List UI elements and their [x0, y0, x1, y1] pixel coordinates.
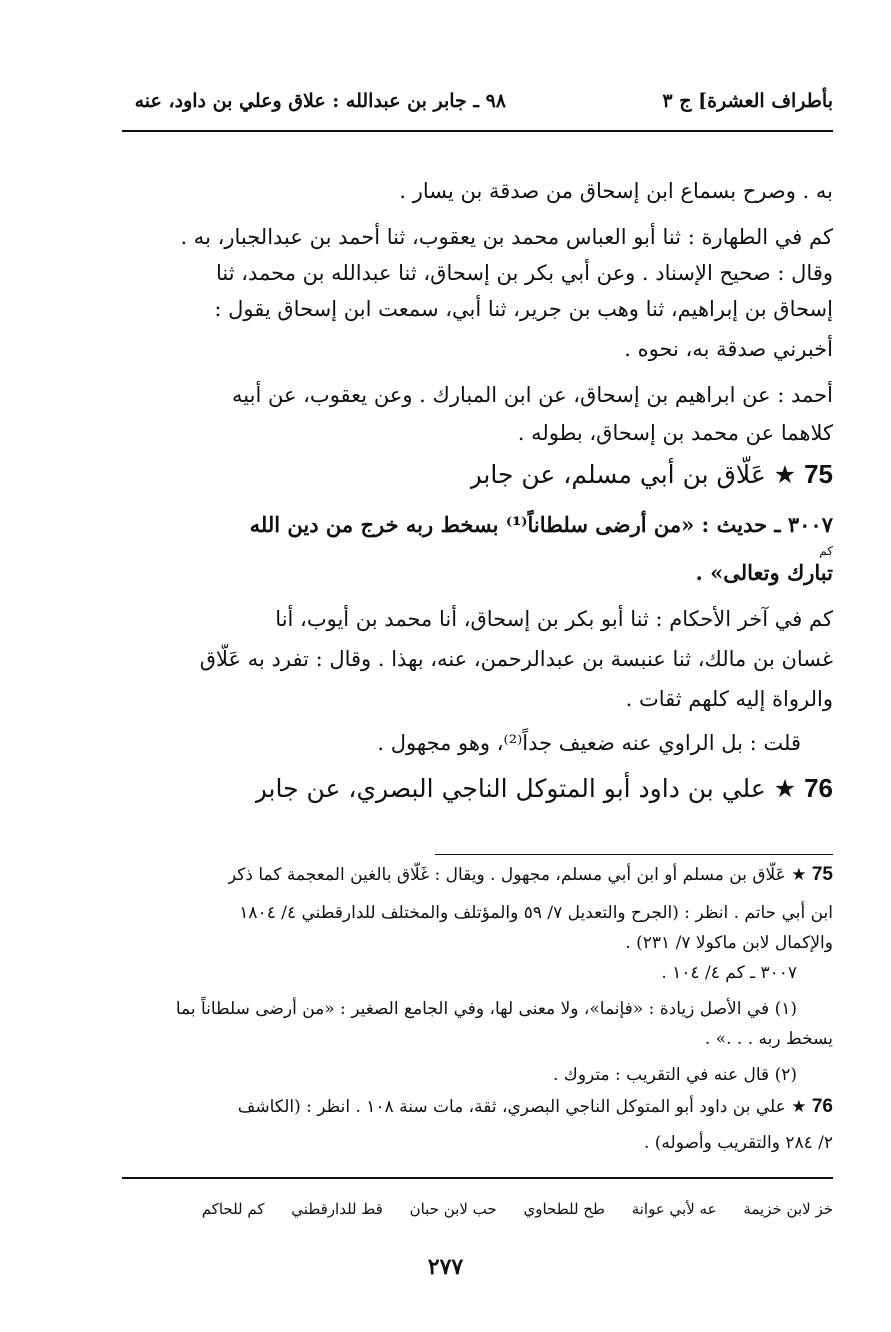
hadith-line: تبارك وتعالى» . — [695, 560, 833, 585]
hadith-line: ٣٠٠٧ ـ حديث : «من أرضى سلطاناً⁽¹⁾ بسخط ربه خرج من دين الله — [249, 512, 833, 537]
footnote-number: 75 — [811, 864, 833, 885]
footnote-text: عَلّاق بن مسلم أو ابن أبي مسلم، مجهول . ويقال : غَلّاق بالغين المعجمة كما ذكر — [227, 865, 786, 885]
abbr-item: خز لابن خزيمة — [743, 1200, 833, 1218]
abbr-item: كم للحاكم — [201, 1200, 265, 1218]
body-line: أحمد : عن ابراهيم بن إسحاق، عن ابن المبارك . وعن يعقوب، عن أبيه — [232, 383, 833, 407]
body-line: كلاهما عن محمد بن إسحاق، بطوله . — [517, 421, 833, 445]
abbreviation-legend — [180, 1196, 833, 1222]
body-line: والرواة إليه كلهم ثقات . — [625, 687, 833, 711]
footnote-line: يسخط ربه . . .» . — [704, 1029, 833, 1049]
star-icon: ★ — [791, 1097, 807, 1117]
star-icon: ★ — [773, 774, 797, 803]
abbr-item: طح للطحاوي — [523, 1200, 605, 1218]
abbr-item: عه لأبي عوانة — [631, 1200, 717, 1218]
body-line: غسان بن مالك، ثنا عنبسة بن عبدالرحمن، عنه، بهذا . وقال : تفرد به عَلّاق — [199, 647, 833, 671]
footnote-line: ٢/ ٢٨٤ والتقريب وأصوله) . — [643, 1133, 833, 1153]
source-siglum: كم — [819, 544, 833, 558]
footnote-line: ابن أبي حاتم . انظر : (الجرح والتعديل ٧/ ٥٩ والمؤتلف والمختلف للدارقطني ٤/ ١٨٠٤ — [239, 903, 833, 923]
body-line: وقال : صحيح الإسناد . وعن أبي بكر بن إسحاق، ثنا عبدالله بن محمد، ثنا — [215, 261, 833, 285]
footer-rule — [122, 1177, 833, 1179]
abbr-item: قط للدارقطني — [291, 1200, 383, 1218]
page-number: ٢٧٧ — [427, 1254, 464, 1280]
footnote-text: علي بن داود أبو المتوكل الناجي البصري، ثقة، مات سنة ١٠٨ . انظر : (الكاشف — [237, 1097, 786, 1117]
star-icon: ★ — [773, 460, 797, 489]
body-line: أخبرني صدقة به، نحوه . — [624, 337, 833, 361]
body-line: به . وصرح بسماع ابن إسحاق من صدقة بن يسار . — [399, 179, 833, 203]
abbr-item: حب لابن حبان — [409, 1200, 497, 1218]
footnote-line — [228, 862, 833, 888]
section-title: علي بن داود أبو المتوكل الناجي البصري، عن جابر — [254, 774, 766, 803]
footnote-line: ٣٠٠٧ ـ كم ٤/ ١٠٤ . — [661, 963, 797, 983]
header-rule — [122, 130, 833, 132]
footnote-rule — [435, 854, 833, 855]
section-title: عَلّاق بن أبي مسلم، عن جابر — [469, 460, 766, 489]
body-line: كم في الطهارة : ثنا أبو العباس محمد بن يعقوب، ثنا أحمد بن عبدالجبار، به . — [180, 225, 833, 249]
footnote-line: والإكمال لابن ماكولا ٧/ ٢٣١) . — [625, 933, 833, 953]
body-line: إسحاق بن إبراهيم، ثنا وهب بن جرير، ثنا أبي، سمعت ابن إسحاق يقول : — [214, 297, 833, 321]
footnote-line: (١) في الأصل زيادة : «فإنما»، ولا معنى لها، وفي الجامع الصغير : «من أرضى سلطاناً بما — [175, 999, 797, 1019]
running-header-chapter: ٩٨ ـ جابر بن عبدالله : علاق وعلي بن داود، عنه — [134, 90, 506, 112]
section-heading-76 — [255, 770, 833, 807]
body-line: قلت : بل الراوي عنه ضعيف جداً⁽²⁾، وهو مجهول . — [377, 731, 801, 755]
body-line: كم في آخر الأحكام : ثنا أبو بكر بن إسحاق، أنا محمد بن أيوب، أنا — [275, 607, 833, 631]
footnote-line: (٢) قال عنه في التقريب : متروك . — [553, 1065, 797, 1085]
footnote-line — [238, 1094, 833, 1120]
star-icon: ★ — [791, 865, 807, 885]
section-number: 76 — [804, 773, 833, 803]
footnote-number: 76 — [811, 1096, 833, 1117]
section-number: 75 — [804, 459, 833, 489]
running-header-book: بأطراف العشرة] ج ٣ — [662, 90, 833, 112]
section-heading-75 — [470, 456, 833, 493]
